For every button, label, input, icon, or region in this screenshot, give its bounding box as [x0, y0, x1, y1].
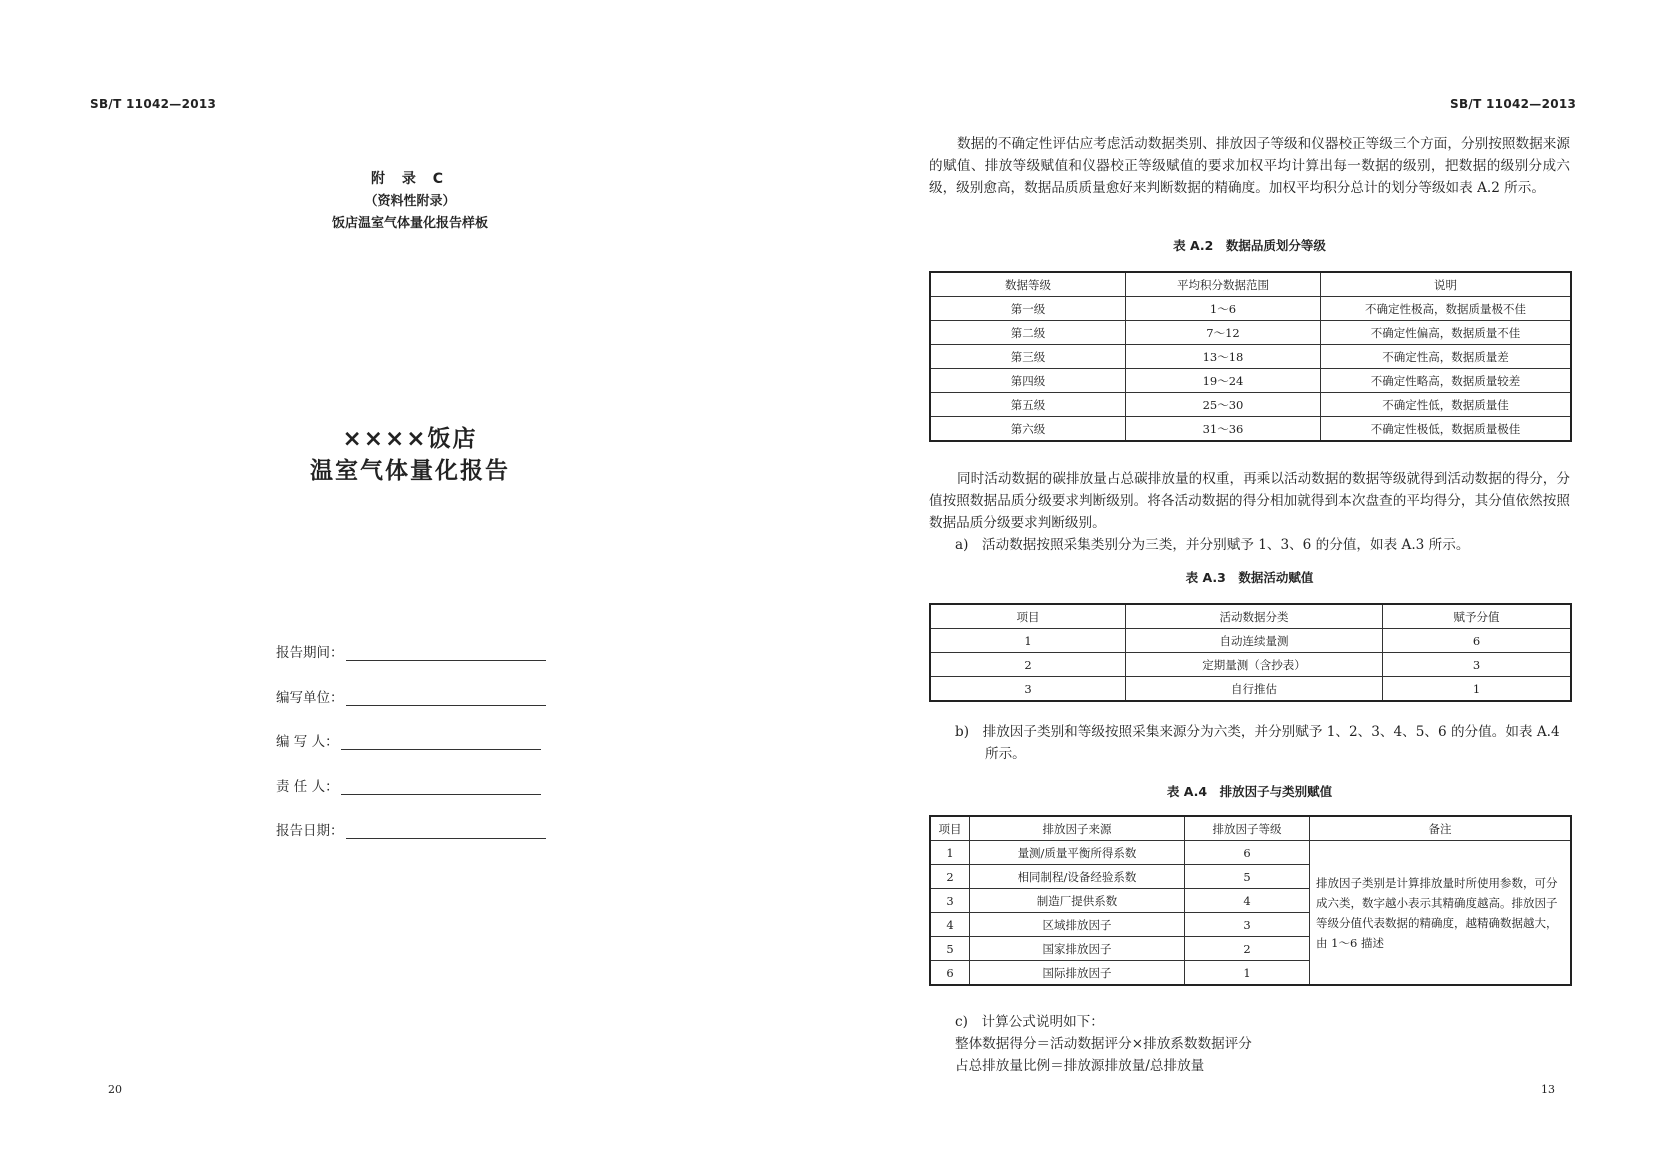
table-cell: 自动连续量测: [1126, 629, 1383, 653]
table-cell: 4: [930, 913, 970, 937]
table-cell: 13～18: [1126, 345, 1321, 369]
table-a3-caption: 表 A.3 数据活动赋值: [1185, 570, 1314, 585]
item-b-line2: 所示。: [985, 746, 1026, 762]
note-cell: 排放因子类别是计算排放量时所使用参数，可分成六类，数字越小表示其精确度越高。排放因子等级分值代表数据的精确度，越精确数据越大，由 1～6 描述: [1310, 841, 1572, 986]
field-line: [346, 689, 546, 706]
table-cell: 定期量测（含抄表）: [1126, 653, 1383, 677]
table-cell: 7～12: [1126, 321, 1321, 345]
table-a3: [929, 603, 1572, 702]
field-label: 编写单位：: [276, 690, 344, 706]
author-field[interactable]: [276, 730, 541, 750]
report-date-field[interactable]: [276, 819, 546, 839]
table-cell: 3: [1185, 913, 1310, 937]
table-cell: 第一级: [930, 297, 1126, 321]
right-page-header: SB/T 11042—2013: [1450, 97, 1577, 111]
table-cell: 2: [930, 653, 1126, 677]
table-cell: 6: [1383, 629, 1572, 653]
formula-1: 整体数据得分＝活动数据评分×排放系数数据评分: [955, 1036, 1252, 1052]
header-cell: 备注: [1310, 816, 1572, 841]
appendix-title: 饭店温室气体量化报告样板: [331, 216, 488, 231]
table-header-row: [930, 272, 1571, 297]
middle-paragraph: 同时活动数据的碳排放量占总碳排放量的权重，再乘以活动数据的数据等级就得到活动数据的得分，分值按照数据品质分级要求判断级别。将各活动数据的得分相加就得到本次盘查的平均得分，其分值依然按照数据品质分级要求判断级别。: [929, 471, 1570, 531]
left-page-number: 20: [108, 1083, 122, 1096]
table-cell: 1: [1383, 677, 1572, 702]
table-cell: 3: [930, 677, 1126, 702]
table-cell: 国家排放因子: [970, 937, 1185, 961]
table-cell: 第二级: [930, 321, 1126, 345]
table-row: [930, 417, 1571, 442]
table-cell: 第四级: [930, 369, 1126, 393]
item-a: a) 活动数据按照采集类别分为三类，并分别赋予 1、3、6 的分值，如表 A.3 所示。: [955, 537, 1470, 553]
table-header-row: [930, 816, 1571, 841]
table-cell: 3: [1383, 653, 1572, 677]
table-cell: 不确定性极高，数据质量极不佳: [1321, 297, 1572, 321]
header-cell: 项目: [930, 816, 970, 841]
table-cell: 3: [930, 889, 970, 913]
table-cell: 不确定性极低，数据质量极佳: [1321, 417, 1572, 442]
report-period-field[interactable]: [276, 641, 546, 661]
table-row: [930, 653, 1571, 677]
author-unit-field[interactable]: [276, 686, 546, 706]
responsible-person-field[interactable]: [276, 775, 541, 795]
item-b-line1: b) 排放因子类别和等级按照采集来源分为六类，并分别赋予 1、2、3、4、5、6 的分值。如表 A.4: [955, 724, 1560, 740]
table-cell: 国际排放因子: [970, 961, 1185, 986]
table-cell: 第三级: [930, 345, 1126, 369]
field-line: [346, 822, 546, 839]
field-label: 报告期间：: [276, 645, 344, 661]
table-cell: 量测/质量平衡所得系数: [970, 841, 1185, 865]
table-cell: 区域排放因子: [970, 913, 1185, 937]
table-cell: 第六级: [930, 417, 1126, 442]
header-cell: 数据等级: [930, 272, 1126, 297]
table-cell: 第五级: [930, 393, 1126, 417]
table-cell: 1: [1185, 961, 1310, 986]
header-cell: 赋予分值: [1383, 604, 1572, 629]
table-row: [930, 369, 1571, 393]
field-label: 编 写 人：: [276, 734, 339, 750]
table-cell: 1: [930, 629, 1126, 653]
table-cell: 1: [930, 841, 970, 865]
table-row: [930, 393, 1571, 417]
field-label: 责 任 人：: [276, 779, 339, 795]
formula-2: 占总排放量比例＝排放源排放量/总排放量: [955, 1058, 1205, 1074]
table-cell: 25～30: [1126, 393, 1321, 417]
report-title-line1: ××××饭店: [342, 426, 478, 452]
table-row: [930, 841, 1571, 865]
report-title-line2: 温室气体量化报告: [310, 458, 510, 484]
table-cell: 2: [1185, 937, 1310, 961]
right-page-number: 13: [1541, 1083, 1555, 1096]
table-cell: 31～36: [1126, 417, 1321, 442]
table-cell: 不确定性高，数据质量差: [1321, 345, 1572, 369]
table-row: [930, 297, 1571, 321]
appendix-label: 附 录 C: [370, 171, 450, 187]
header-cell: 项目: [930, 604, 1126, 629]
table-a2-caption: 表 A.2 数据品质划分等级: [1173, 238, 1326, 253]
table-cell: 5: [1185, 865, 1310, 889]
field-line: [341, 733, 541, 750]
table-a4: [929, 815, 1572, 986]
appendix-type: （资料性附录）: [364, 194, 456, 209]
table-cell: 2: [930, 865, 970, 889]
table-a2: [929, 271, 1572, 442]
field-label: 报告日期：: [276, 823, 344, 839]
left-page-header: SB/T 11042—2013: [90, 97, 217, 111]
intro-paragraph: 数据的不确定性评估应考虑活动数据类别、排放因子等级和仪器校正等级三个方面，分别按照数据来源的赋值、排放等级赋值和仪器校正等级赋值的要求加权平均计算出每一数据的级别，把数据的级别分成六级，级别愈高，数据品质质量愈好来判断数据的精确度。加权平均积分总计的划分等级如表 A.2 所示。: [929, 136, 1570, 196]
header-cell: 平均积分数据范围: [1126, 272, 1321, 297]
table-cell: 6: [930, 961, 970, 986]
table-cell: 6: [1185, 841, 1310, 865]
table-cell: 5: [930, 937, 970, 961]
table-row: [930, 677, 1571, 702]
table-cell: 制造厂提供系数: [970, 889, 1185, 913]
header-cell: 说明: [1321, 272, 1572, 297]
table-cell: 自行推估: [1126, 677, 1383, 702]
field-line: [346, 644, 546, 661]
table-cell: 不确定性低，数据质量佳: [1321, 393, 1572, 417]
table-cell: 相同制程/设备经验系数: [970, 865, 1185, 889]
table-row: [930, 345, 1571, 369]
table-row: [930, 629, 1571, 653]
field-line: [341, 778, 541, 795]
table-cell: 不确定性略高，数据质量较差: [1321, 369, 1572, 393]
table-cell: 1～6: [1126, 297, 1321, 321]
item-c: c) 计算公式说明如下：: [955, 1014, 1104, 1030]
header-cell: 排放因子来源: [970, 816, 1185, 841]
table-cell: 4: [1185, 889, 1310, 913]
header-cell: 活动数据分类: [1126, 604, 1383, 629]
table-row: [930, 321, 1571, 345]
header-cell: 排放因子等级: [1185, 816, 1310, 841]
table-header-row: [930, 604, 1571, 629]
table-cell: 19～24: [1126, 369, 1321, 393]
table-cell: 不确定性偏高，数据质量不佳: [1321, 321, 1572, 345]
table-a4-caption: 表 A.4 排放因子与类别赋值: [1166, 784, 1333, 799]
